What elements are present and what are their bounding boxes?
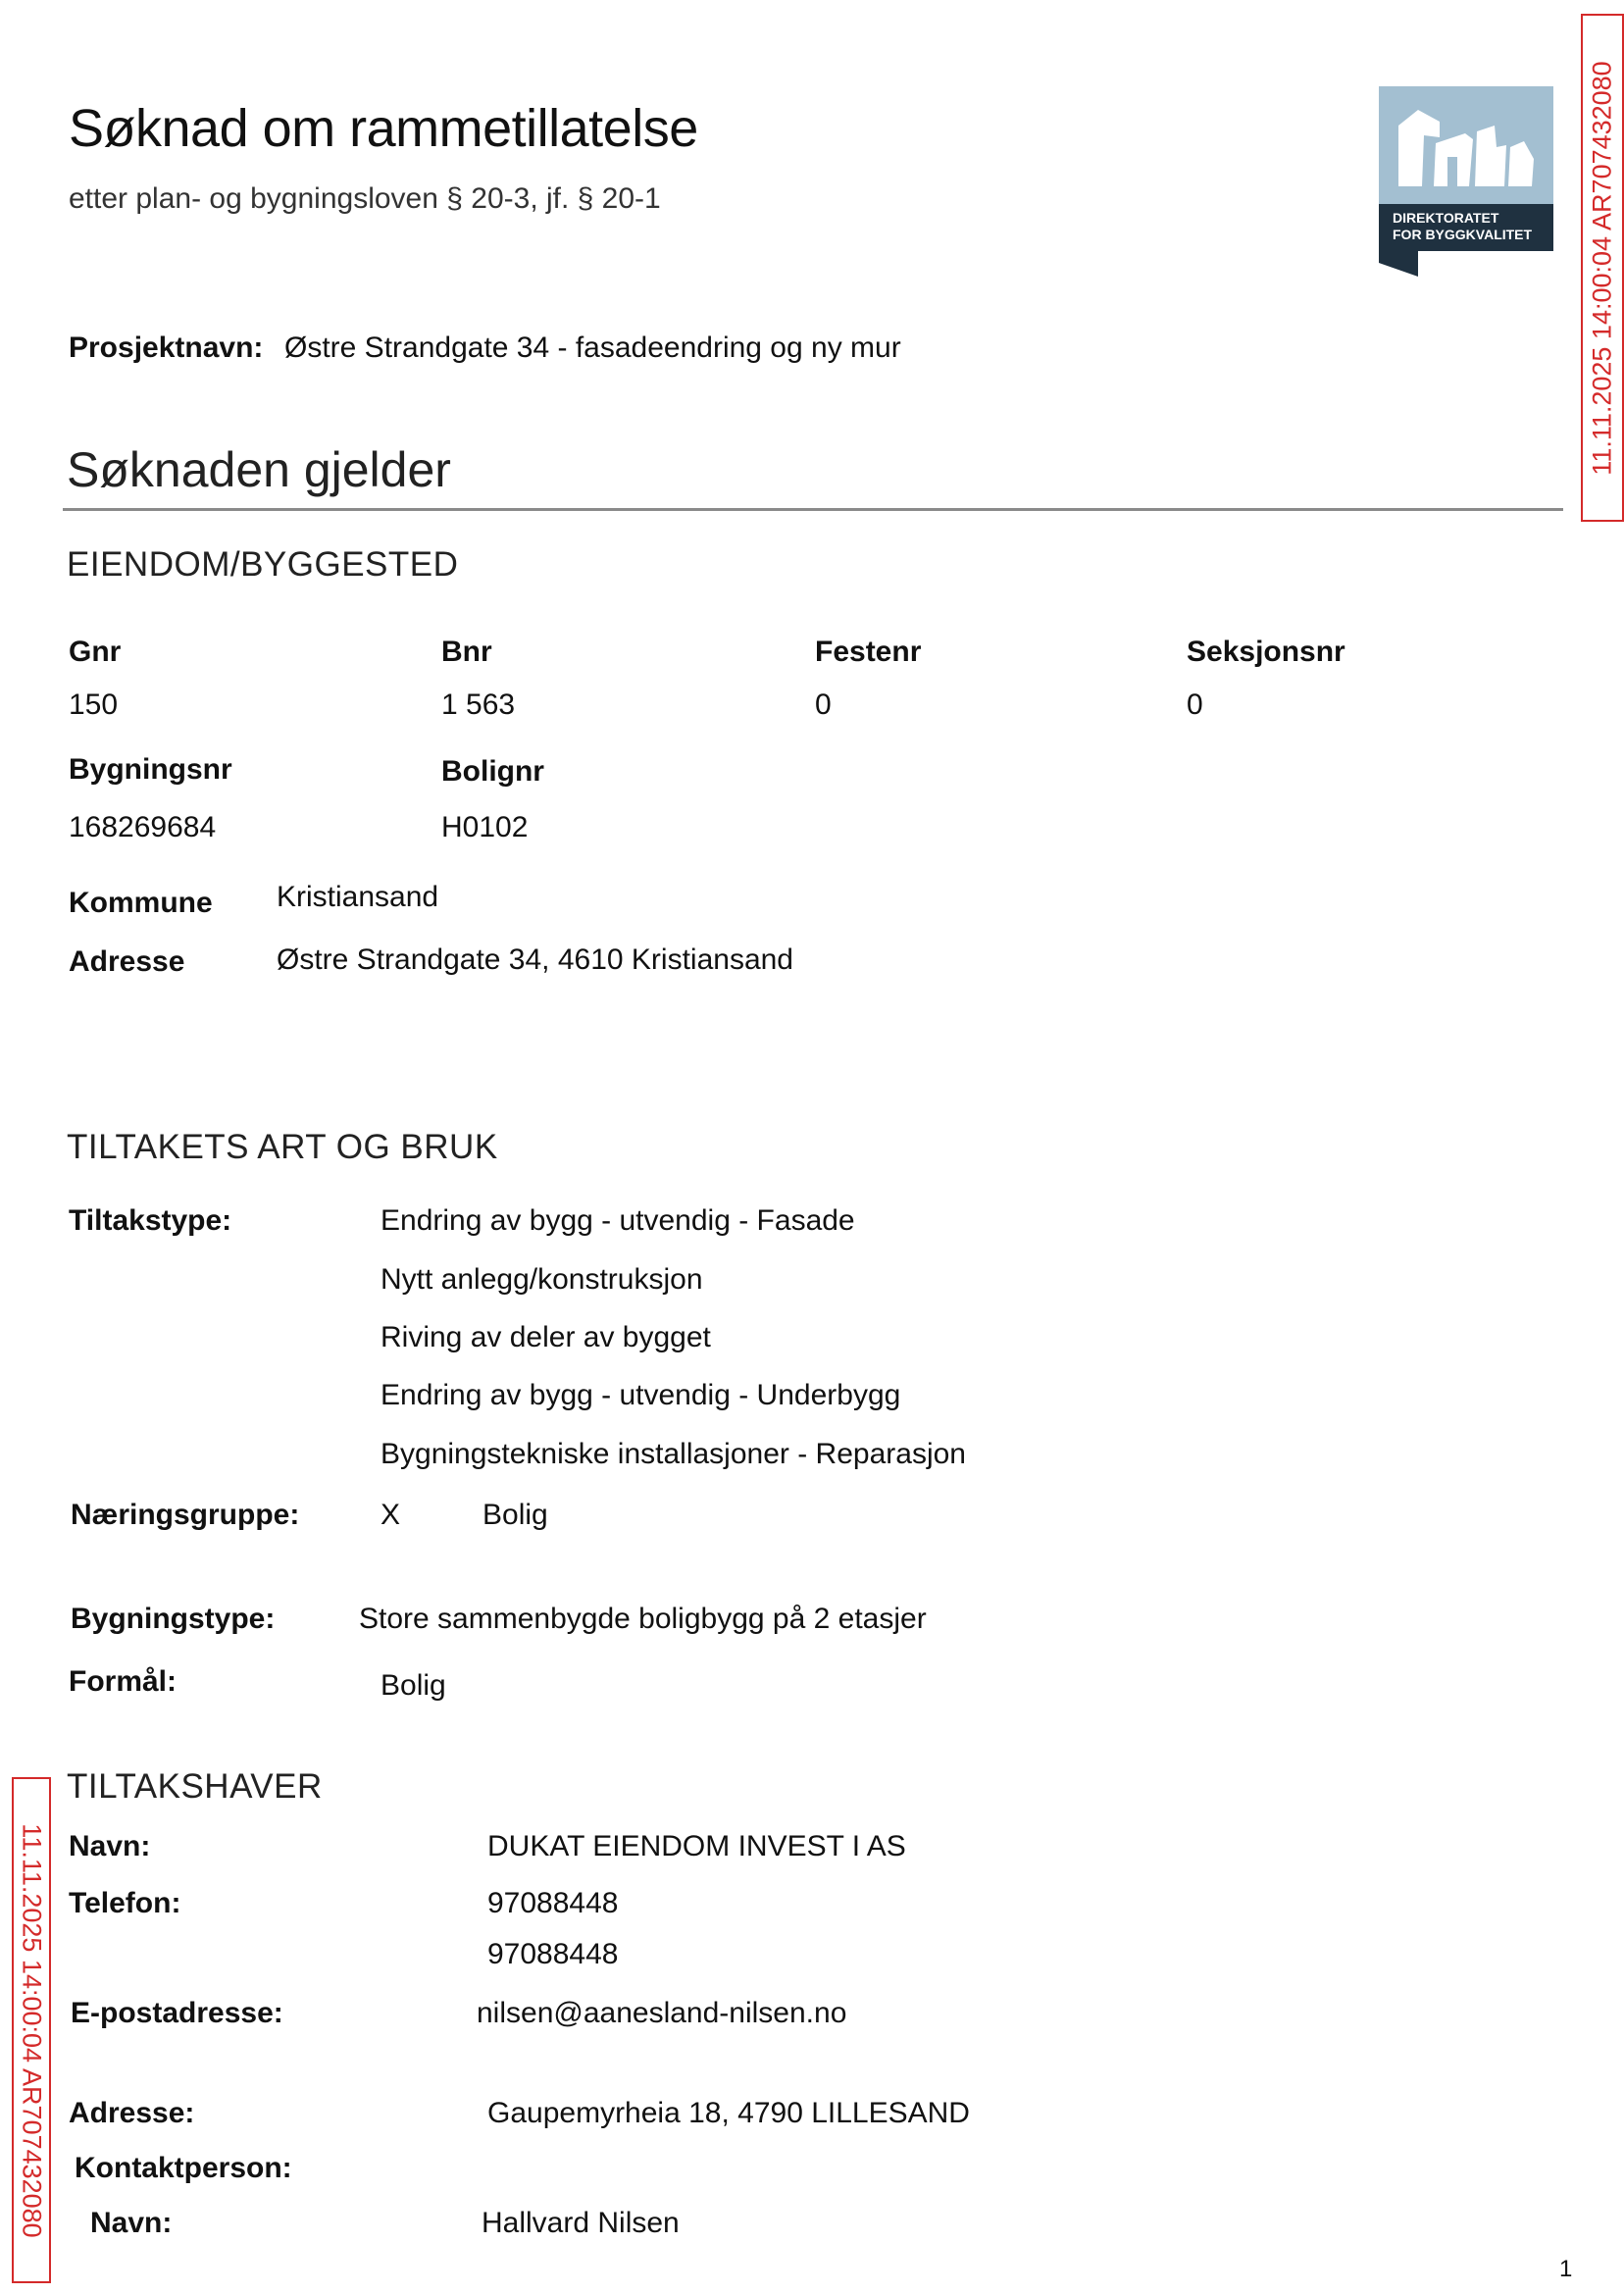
telefon-value-1: 97088448: [487, 1887, 619, 1919]
kontakt-navn-value: Hallvard Nilsen: [482, 2207, 680, 2239]
telefon-value-2: 97088448: [487, 1938, 619, 1970]
telefon-label: Telefon:: [69, 1887, 181, 1919]
kontaktperson-label: Kontaktperson:: [75, 2152, 292, 2184]
gnr-value: 150: [69, 688, 119, 721]
bygningstype-label: Bygningstype:: [71, 1603, 276, 1635]
seksjonsnr-label: Seksjonsnr: [1187, 636, 1345, 668]
bygningsnr-label: Bygningsnr: [69, 753, 232, 786]
project-name-value: Østre Strandgate 34 - fasadeendring og ny mur: [284, 331, 901, 364]
festenr-value: 0: [815, 688, 832, 721]
bnr-value: 1 563: [441, 688, 516, 721]
adresse-label: Adresse: [69, 945, 185, 978]
tiltak-heading: TILTAKETS ART OG BRUK: [67, 1128, 498, 1166]
bnr-label: Bnr: [441, 636, 492, 668]
section-divider: [63, 508, 1563, 511]
tiltakstype-item: Nytt anlegg/konstruksjon: [381, 1263, 703, 1296]
stamp-text: 11.11.2025 14:00:04 AR707432080: [1587, 60, 1617, 476]
kommune-value: Kristiansand: [277, 881, 439, 913]
page-title: Søknad om rammetillatelse: [69, 99, 698, 158]
archive-stamp-right: [1581, 14, 1624, 522]
naeringsgruppe-value: Bolig: [482, 1499, 548, 1531]
tiltakstype-label: Tiltakstype:: [69, 1204, 232, 1237]
naeringsgruppe-label: Næringsgruppe:: [71, 1499, 300, 1531]
formaal-value: Bolig: [381, 1669, 446, 1702]
epost-label: E-postadresse:: [71, 1997, 283, 2029]
tiltakshaver-adresse-value: Gaupemyrheia 18, 4790 LILLESAND: [487, 2097, 970, 2129]
naeringsgruppe-code: X: [381, 1499, 401, 1531]
section-title: Søknaden gjelder: [67, 442, 451, 497]
adresse-value: Østre Strandgate 34, 4610 Kristiansand: [277, 943, 793, 976]
tiltakshaver-navn-value: DUKAT EIENDOM INVEST I AS: [487, 1830, 906, 1862]
logo-text-line1: DIREKTORATET: [1393, 210, 1499, 226]
gnr-label: Gnr: [69, 636, 122, 668]
tiltakstype-item: Endring av bygg - utvendig - Fasade: [381, 1204, 855, 1237]
festenr-label: Festenr: [815, 636, 922, 668]
tiltakshaver-navn-label: Navn:: [69, 1830, 151, 1862]
kommune-label: Kommune: [69, 887, 213, 919]
tiltakshaver-adresse-label: Adresse:: [69, 2097, 195, 2129]
formaal-label: Formål:: [69, 1665, 178, 1698]
tiltakstype-item: Bygningstekniske installasjoner - Reparasjon: [381, 1438, 966, 1470]
stamp-text: 11.11.2025 14:00:04 AR707432080: [17, 1822, 47, 2238]
tiltakshaver-heading: TILTAKSHAVER: [67, 1767, 323, 1806]
tiltakstype-item: Riving av deler av bygget: [381, 1321, 711, 1353]
eiendom-heading: EIENDOM/BYGGESTED: [67, 545, 459, 584]
logo-text-line2: FOR BYGGKVALITET: [1393, 227, 1533, 242]
seksjonsnr-value: 0: [1187, 688, 1203, 721]
bolignr-label: Bolignr: [441, 755, 544, 788]
bygningsnr-value: 168269684: [69, 811, 217, 843]
project-name-label: Prosjektnavn:: [69, 331, 264, 364]
bygningstype-value: Store sammenbygde boligbygg på 2 etasjer: [359, 1603, 927, 1635]
archive-stamp-left: [12, 1777, 51, 2283]
tiltakstype-item: Endring av bygg - utvendig - Underbygg: [381, 1379, 901, 1411]
dibk-logo: [1379, 86, 1553, 278]
bolignr-value: H0102: [441, 811, 529, 843]
kontakt-navn-label: Navn:: [90, 2207, 173, 2239]
page-number: 1: [1559, 2256, 1573, 2282]
epost-value: nilsen@aanesland-nilsen.no: [477, 1997, 847, 2029]
page-subtitle: etter plan- og bygningsloven § 20-3, jf. § 20-1: [69, 182, 661, 215]
